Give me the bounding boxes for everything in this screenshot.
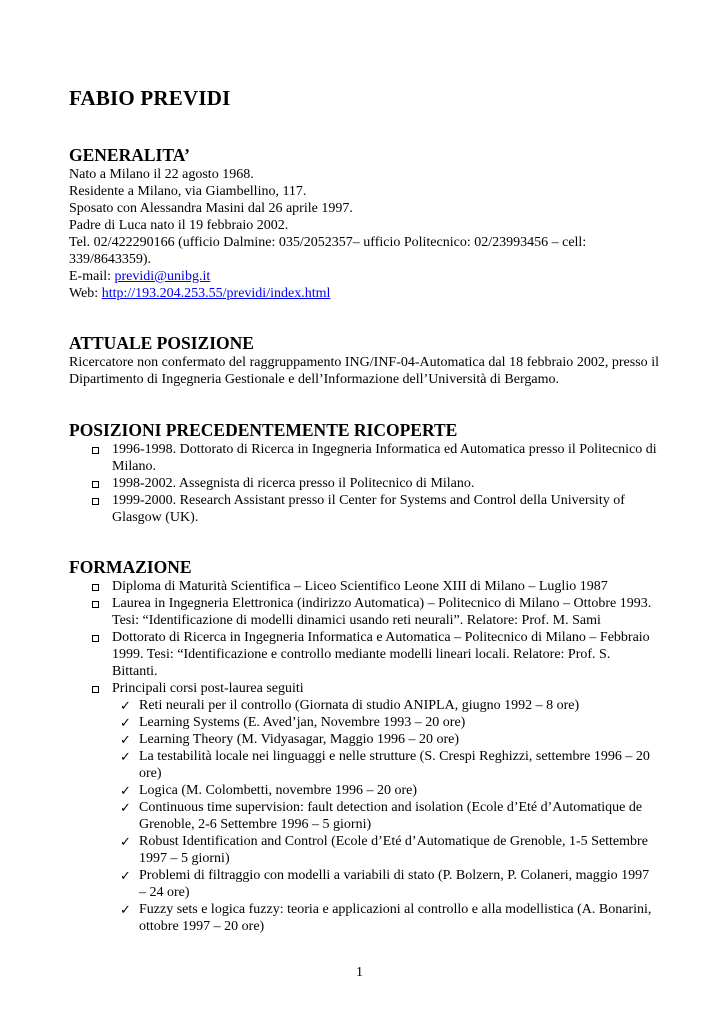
- email-label: E-mail:: [69, 269, 115, 284]
- square-bullet-icon: [92, 447, 99, 454]
- email-row: [69, 268, 659, 285]
- check-mark-icon: ✓: [120, 902, 131, 917]
- info-line-phone: Tel. 02/422290166 (ufficio Dalmine: 035/2052357– ufficio Politecnico: 02/23993456 – cell: 339/8643359).: [69, 235, 587, 267]
- web-link[interactable]: http://193.204.253.55/previdi/index.html: [101, 286, 331, 301]
- section-heading: ATTUALE POSIZIONE: [69, 333, 254, 353]
- current-position-text: Ricercatore non confermato del raggruppamento ING/INF-04-Automatica dal 18 febbraio 2002, presso il Dipartimento di Ingegneria Gestionale e dell’Informazione dell’Università di Bergamo.: [69, 355, 659, 387]
- check-mark-icon: ✓: [120, 834, 131, 849]
- courses-list: [69, 697, 659, 935]
- check-mark-icon: ✓: [120, 749, 131, 764]
- section-formazione: [69, 557, 659, 935]
- course-item: ✓ Robust Identification and Control (Ecole d’Eté d’Automatique de Grenoble, 1-5 Settembre 1997 – 5 giorni): [120, 834, 648, 866]
- square-bullet-icon: [92, 601, 99, 608]
- list-item: Laurea in Ingegneria Elettronica (indirizzo Automatica) – Politecnico di Milano – Ottobre 1993. Tesi: “Identificazione di modelli dinamici usando reti neurali”. Relatore: Prof. M. Sami: [69, 595, 659, 629]
- email-link[interactable]: previdi@unibg.it: [114, 269, 211, 284]
- list-item: 1998-2002. Assegnista di ricerca presso il Politecnico di Milano.: [69, 475, 659, 492]
- check-mark-icon: ✓: [120, 715, 131, 730]
- section-attuale-posizione: [69, 333, 659, 388]
- web-row: [69, 285, 659, 302]
- education-list: [69, 578, 659, 935]
- list-item: 1999-2000. Research Assistant presso il Center for Systems and Control della University of Glasgow (UK).: [69, 492, 659, 526]
- section-heading: POSIZIONI PRECEDENTEMENTE RICOPERTE: [69, 420, 458, 440]
- list-item: Principali corsi post-laurea seguiti ✓ Reti neurali per il controllo (Giornata di studio ANIPLA, giugno 1992 – 8 ore) ✓ Learning Systems (E. Aved’jan, Novembre 1993 – 20 ore) ✓ Learning Theory (M. Vidyasagar, Maggio 1996 – 20 ore) ✓ La testabilità locale nei linguaggi e nelle strutture (S. Crespi Reghizzi, settembre 1996 – 20 ore) ✓ Logica (M. Colombetti, novembre 1996 – 20 ore) ✓ Continuous time supervision: fault detection and isolation (Ecole d’Eté d’Automatique de Grenoble, 2-6 Settembre 1996 – 5 giorni) ✓ Robust Identification and Control (Ecole d’Eté d’Automatique de Grenoble, 1-5 Settembre 1997 – 5 giorni) ✓ Problemi di filtraggio con modelli a variabili di stato (P. Bolzern, P. Colaneri, maggio 1997 – 24 ore) ✓ Fuzzy sets e logica fuzzy: teoria e applicazioni al controllo e alla modellistica (A. Bonarini, ottobre 1997 – 20 ore): [69, 680, 659, 935]
- list-item: 1996-1998. Dottorato di Ricerca in Ingegneria Informatica ed Automatica presso il Politecnico di Milano.: [69, 441, 659, 475]
- list-item: Diploma di Maturità Scientifica – Liceo Scientifico Leone XIII di Milano – Luglio 1987: [69, 578, 659, 595]
- list-item: Dottorato di Ricerca in Ingegneria Informatica e Automatica – Politecnico di Milano – Febbraio 1999. Tesi: “Identificazione e controllo mediante modelli lineari locali. Relatore: Prof. S. Bittanti.: [69, 629, 659, 680]
- previous-positions-list: [69, 441, 659, 526]
- course-item: ✓ Continuous time supervision: fault detection and isolation (Ecole d’Eté d’Automatique de Grenoble, 2-6 Settembre 1996 – 5 giorni): [120, 800, 643, 832]
- check-mark-icon: ✓: [120, 698, 131, 713]
- section-generalita: [69, 145, 659, 302]
- course-item: ✓ Learning Theory (M. Vidyasagar, Maggio 1996 – 20 ore): [120, 732, 460, 747]
- square-bullet-icon: [92, 584, 99, 591]
- course-item: ✓ Fuzzy sets e logica fuzzy: teoria e applicazioni al controllo e alla modellistica (A. Bonarini, ottobre 1997 – 20 ore): [120, 902, 652, 934]
- info-line: Padre di Luca nato il 19 febbraio 2002.: [69, 218, 289, 233]
- web-label: Web:: [69, 286, 102, 301]
- course-item: ✓ Learning Systems (E. Aved’jan, Novembre 1993 – 20 ore): [120, 715, 466, 730]
- page-number: 1: [356, 965, 363, 980]
- square-bullet-icon: [92, 635, 99, 642]
- person-name: FABIO PREVIDI: [69, 86, 231, 110]
- check-mark-icon: ✓: [120, 800, 131, 815]
- section-posizioni-precedenti: [69, 420, 659, 526]
- square-bullet-icon: [92, 686, 99, 693]
- square-bullet-icon: [92, 498, 99, 505]
- info-line: Nato a Milano il 22 agosto 1968.: [69, 167, 254, 182]
- course-item: ✓ Logica (M. Colombetti, novembre 1996 – 20 ore): [120, 783, 417, 798]
- check-mark-icon: ✓: [120, 868, 131, 883]
- square-bullet-icon: [92, 481, 99, 488]
- section-heading: FORMAZIONE: [69, 557, 192, 577]
- info-line: Sposato con Alessandra Masini dal 26 aprile 1997.: [69, 201, 353, 216]
- check-mark-icon: ✓: [120, 732, 131, 747]
- course-item: ✓ Problemi di filtraggio con modelli a variabili di stato (P. Bolzern, P. Colaneri, maggio 1997 – 24 ore): [120, 868, 650, 900]
- info-line: Residente a Milano, via Giambellino, 117.: [69, 184, 307, 199]
- check-mark-icon: ✓: [120, 783, 131, 798]
- course-item: ✓ La testabilità locale nei linguaggi e nelle strutture (S. Crespi Reghizzi, settembre 1996 – 20 ore): [120, 749, 650, 781]
- section-heading: GENERALITA’: [69, 145, 190, 165]
- course-item: ✓ Reti neurali per il controllo (Giornata di studio ANIPLA, giugno 1992 – 8 ore): [120, 698, 580, 713]
